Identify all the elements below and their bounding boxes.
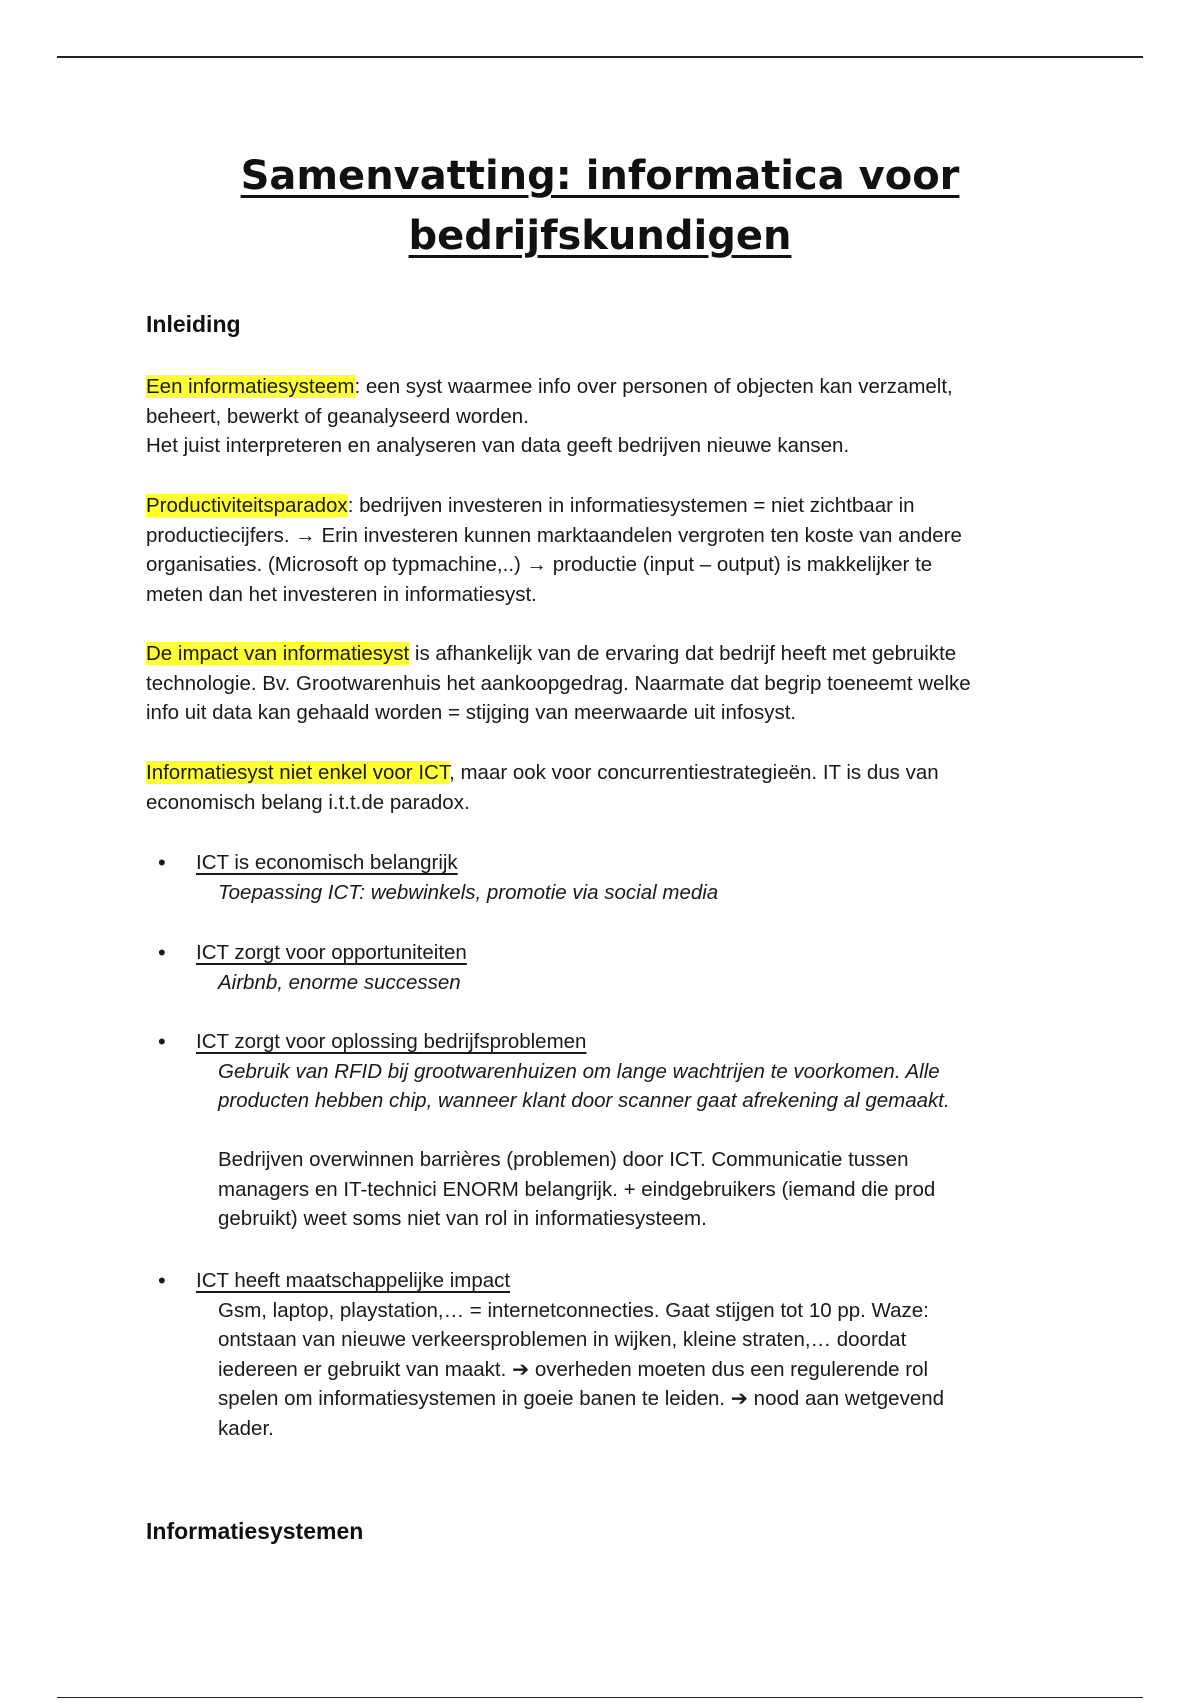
section-heading-inleiding: Inleiding <box>146 311 241 337</box>
paragraph-line: meten dan het investeren in informatiesyst. <box>146 582 537 606</box>
paragraph-line: info uit data kan gehaald worden = stijging van meerwaarde uit infosyst. <box>146 701 797 724</box>
list-item-detail: Airbnb, enorme successen <box>218 970 461 994</box>
document-title <box>0 146 1200 266</box>
bottom-rule <box>57 1697 1143 1698</box>
list-item-detail: Gsm, laptop, playstation,… = internetconnecties. Gaat stijgen tot 10 pp. Waze: <box>218 1298 929 1322</box>
paragraph-impact <box>146 639 1076 728</box>
paragraph-line: : een syst waarmee info over personen of objecten kan verzamelt, <box>354 375 953 398</box>
list-item-title: ICT heeft maatschappelijke impact <box>196 1269 511 1292</box>
list-item-detail: Toepassing ICT: webwinkels, promotie via social media <box>218 880 719 904</box>
list-item <box>196 1266 1076 1443</box>
paragraph-line: is afhankelijk van de ervaring dat bedrijf heeft met gebruikte <box>409 642 957 665</box>
bullet-icon: • <box>158 850 166 875</box>
bullet-icon: • <box>158 1268 166 1293</box>
top-rule <box>57 56 1143 58</box>
title-line-1: Samenvatting: informatica voor <box>240 153 960 199</box>
list-item-title: ICT zorgt voor oplossing bedrijfsproblemen <box>196 1030 587 1053</box>
highlight-term: Productiviteitsparadox <box>146 494 348 517</box>
section-heading-informatiesystemen: Informatiesystemen <box>146 1518 364 1544</box>
list-item <box>196 938 1076 997</box>
paragraph-productiviteitsparadox <box>146 491 1076 609</box>
list-item-detail: gebruikt) weet soms niet van rol in informatiesysteem. <box>218 1207 707 1230</box>
highlight-term: De impact van informatiesyst <box>146 642 410 665</box>
highlight-term: Informatiesyst niet enkel voor ICT <box>146 761 450 784</box>
paragraph-line: Het juist interpreteren en analyseren van data geeft bedrijven nieuwe kansen. <box>146 434 850 457</box>
paragraph-line: productiecijfers. → Erin investeren kunnen marktaandelen vergroten ten koste van andere <box>146 523 962 547</box>
list-item-detail: managers en IT-technici ENORM belangrijk. + eindgebruikers (iemand die prod <box>218 1177 936 1201</box>
paragraph-line: , maar ook voor concurrentiestrategieën. IT is dus van <box>449 761 939 784</box>
list-item-detail: Bedrijven overwinnen barrières (problemen) door ICT. Communicatie tussen <box>218 1148 909 1171</box>
paragraph-line: technologie. Bv. Grootwarenhuis het aankoopgedrag. Naarmate dat begrip toeneemt welke <box>146 671 971 695</box>
title-line-2: bedrijfskundigen <box>408 213 792 259</box>
list-item-detail: ontstaan van nieuwe verkeersproblemen in wijken, kleine straten,… doordat <box>218 1328 907 1351</box>
paragraph-line: beheert, bewerkt of geanalyseerd worden. <box>146 404 529 428</box>
bullet-icon: • <box>158 940 166 965</box>
list-item-detail: kader. <box>218 1416 274 1440</box>
paragraph-line: economisch belang i.t.t.de paradox. <box>146 790 470 814</box>
highlight-term: Een informatiesysteem <box>146 375 355 398</box>
list-item-detail: Gebruik van RFID bij grootwarenhuizen om lange wachtrijen te voorkomen. Alle <box>218 1059 940 1083</box>
paragraph-line: organisaties. (Microsoft op typmachine,..) → productie (input – output) is makkelijker te <box>146 553 933 576</box>
list-item <box>196 1027 1076 1234</box>
list-item-detail: producten hebben chip, wanneer klant door scanner gaat afrekening al gemaakt. <box>218 1089 950 1112</box>
list-item-title: ICT is economisch belangrijk <box>196 851 458 874</box>
list-item <box>196 848 1076 907</box>
list-item-detail: iedereen er gebruikt van maakt. ➔ overheden moeten dus een regulerende rol <box>218 1357 929 1381</box>
paragraph-line: : bedrijven investeren in informatiesystemen = niet zichtbaar in <box>347 494 915 517</box>
bullet-icon: • <box>158 1029 166 1054</box>
paragraph-niet-enkel-ict <box>146 758 1076 817</box>
list-item-detail: spelen om informatiesystemen in goeie banen te leiden. ➔ nood aan wetgevend <box>218 1387 945 1410</box>
list-item-title: ICT zorgt voor opportuniteiten <box>196 941 467 964</box>
paragraph-informatiesysteem <box>146 372 1076 461</box>
